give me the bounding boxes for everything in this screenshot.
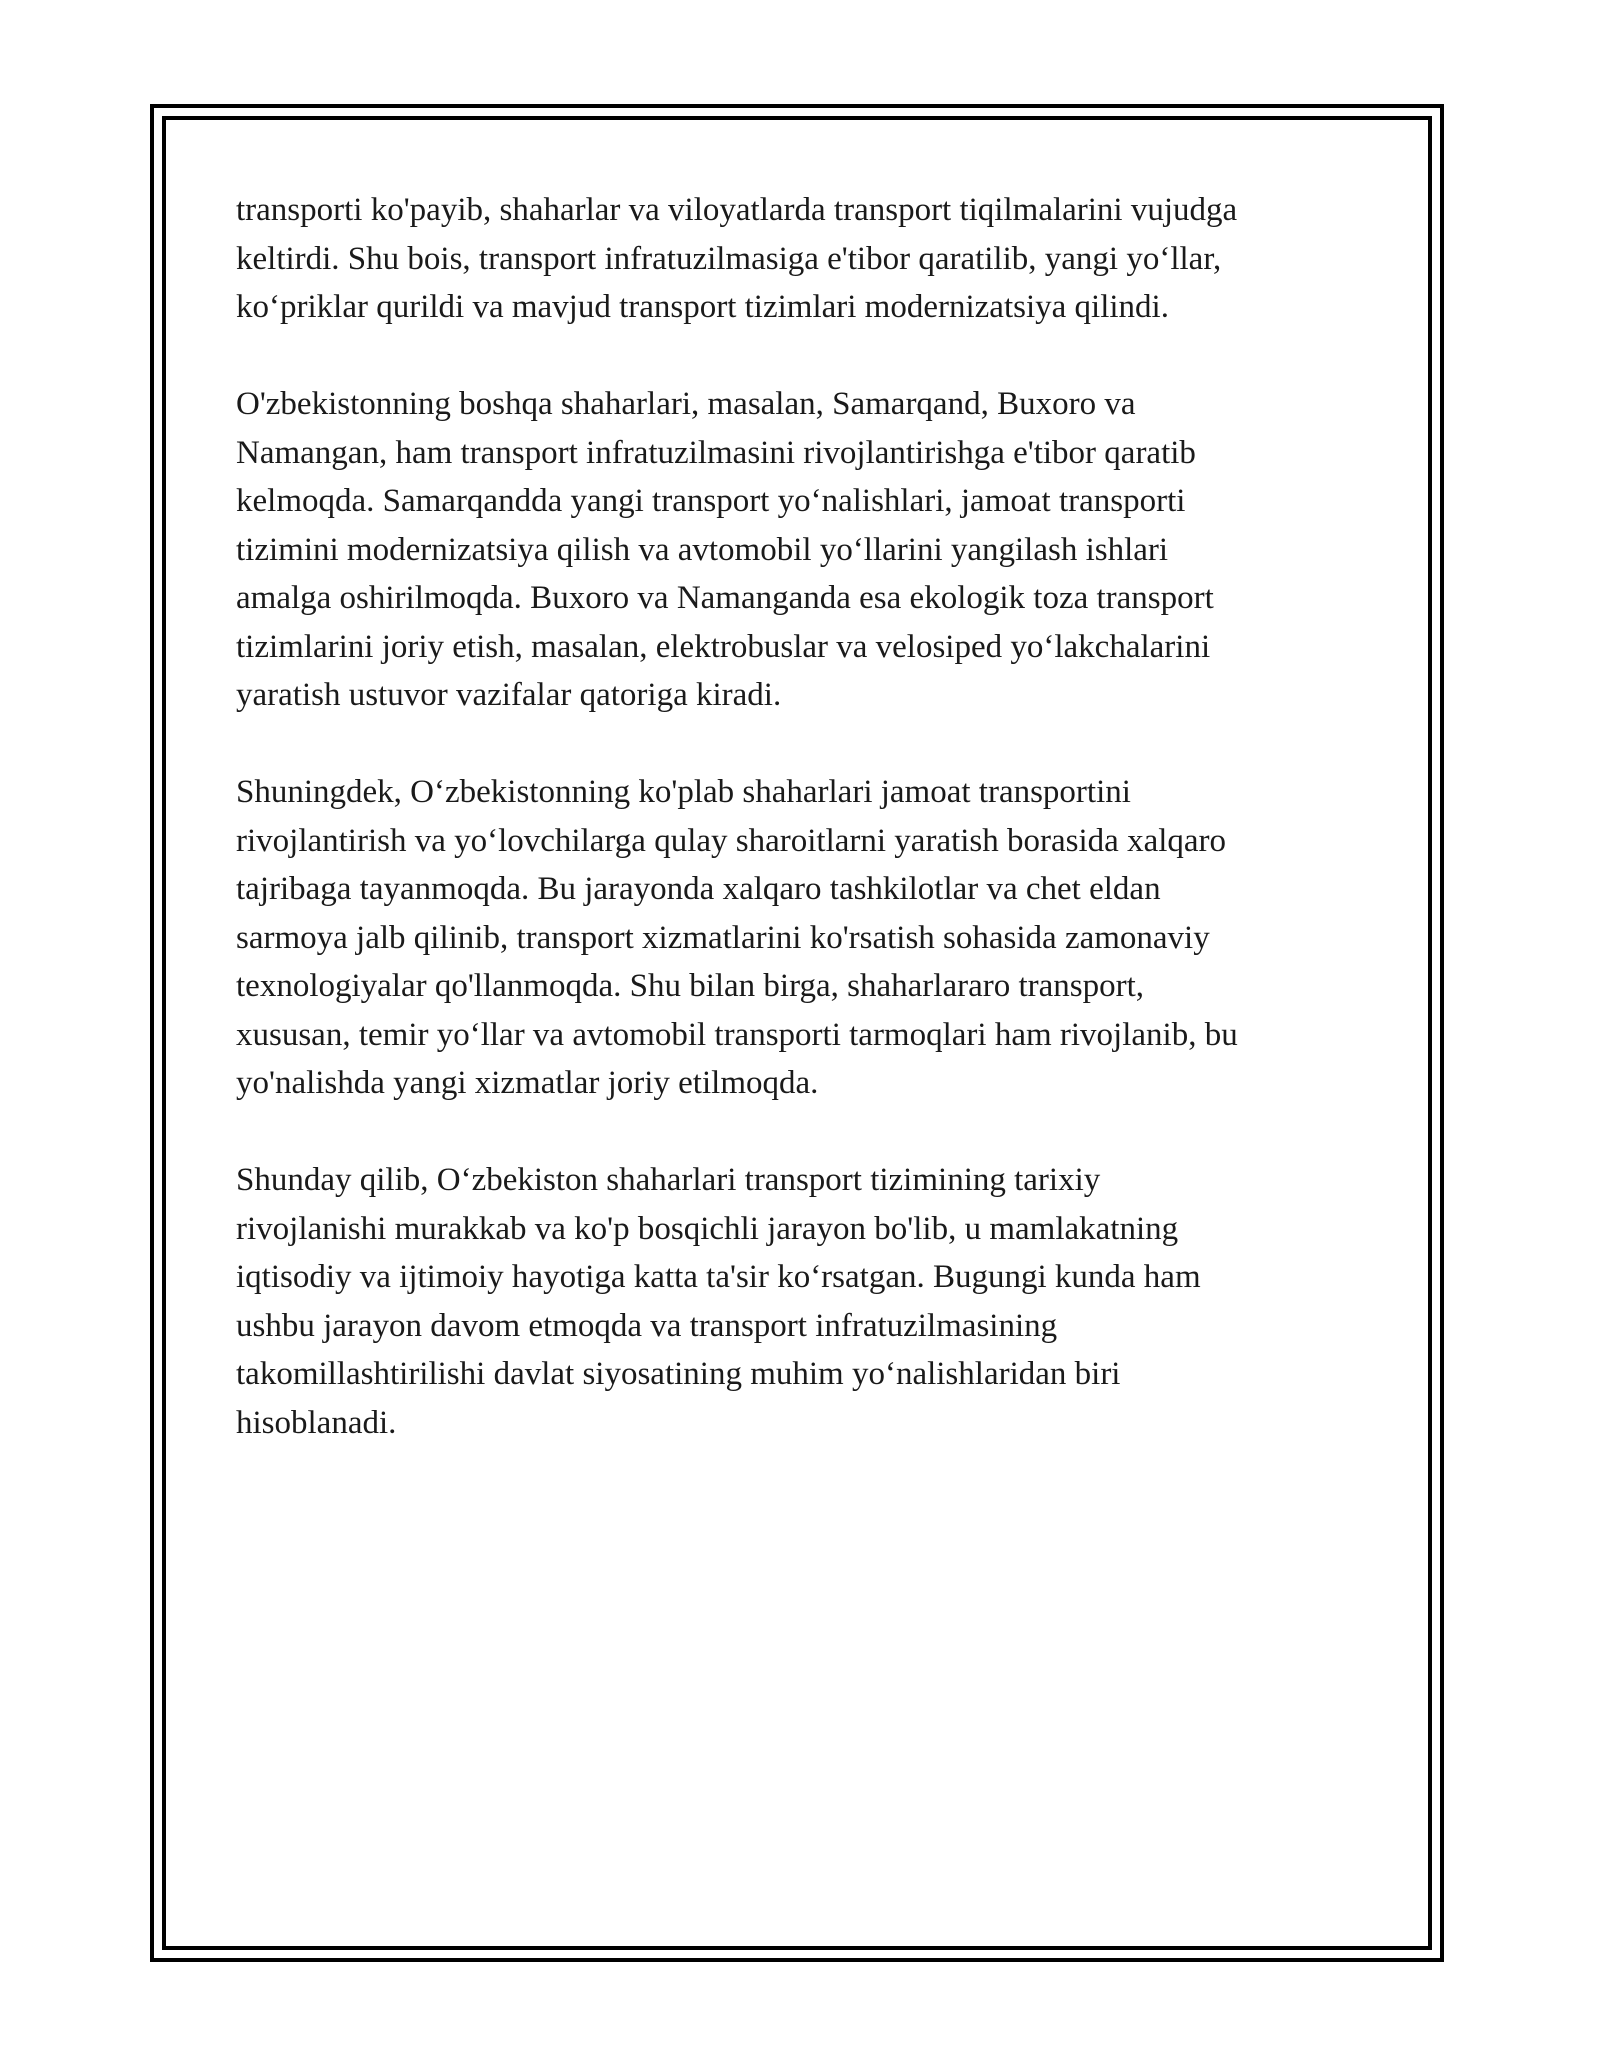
- paragraph-4: [236, 1156, 1360, 1447]
- text-line: ko‘priklar qurildi va mavjud transport tizimlari modernizatsiya qilindi.: [236, 289, 1169, 325]
- text-line: kelmoqda. Samarqandda yangi transport yo‘nalishlari, jamoat transporti: [236, 483, 1186, 519]
- text-line: rivojlanishi murakkab va ko'p bosqichli jarayon bo'lib, u mamlakatning: [236, 1210, 1179, 1247]
- text-line: ushbu jarayon davom etmoqda va transport infratuzilmasining: [236, 1307, 1058, 1344]
- text-line: transporti ko'payib, shaharlar va viloyatlarda transport tiqilmalarini vujudga: [236, 192, 1238, 228]
- paragraph-2: [236, 380, 1360, 720]
- text-line: O'zbekistonning boshqa shaharlari, masalan, Samarqand, Buxoro va: [236, 386, 1136, 422]
- text-line: Shuningdek, O‘zbekistonning ko'plab shaharlari jamoat transportini: [236, 774, 1131, 810]
- text-line: iqtisodiy va ijtimoiy hayotiga katta ta'sir ko‘rsatgan. Bugungi kunda ham: [236, 1259, 1201, 1295]
- paragraph-3: [236, 768, 1360, 1108]
- text-line: keltirdi. Shu bois, transport infratuzilmasiga e'tibor qaratilib, yangi yo‘llar,: [236, 240, 1222, 277]
- text-line: yo'nalishda yangi xizmatlar joriy etilmoqda.: [236, 1065, 819, 1101]
- text-line: xususan, temir yo‘llar va avtomobil transporti tarmoqlari ham rivojlanib, bu: [236, 1016, 1238, 1053]
- text-line: tizimlarini joriy etish, masalan, elektrobuslar va velosiped yo‘lakchalarini: [236, 628, 1211, 665]
- text-line: texnologiyalar qo'llanmoqda. Shu bilan birga, shaharlararo transport,: [236, 968, 1145, 1004]
- text-line: tizimini modernizatsiya qilish va avtomobil yo‘llarini yangilash ishlari: [236, 531, 1169, 568]
- text-line: amalga oshirilmoqda. Buxoro va Namanganda esa ekologik toza transport: [236, 580, 1214, 616]
- text-line: rivojlantirish va yo‘lovchilarga qulay sharoitlarni yaratish borasida xalqaro: [236, 822, 1227, 859]
- paragraph-1: [236, 186, 1360, 332]
- text-line: takomillashtirilishi davlat siyosatining muhim yo‘nalishlaridan biri: [236, 1356, 1121, 1392]
- text-line: Shunday qilib, O‘zbekiston shaharlari transport tizimining tarixiy: [236, 1162, 1101, 1198]
- text-line: hisoblanadi.: [236, 1404, 397, 1441]
- text-line: Namangan, ham transport infratuzilmasini rivojlantirishga e'tibor qaratib: [236, 434, 1196, 471]
- text-line: tajribaga tayanmoqda. Bu jarayonda xalqaro tashkilotlar va chet eldan: [236, 871, 1161, 907]
- document-body: [236, 186, 1360, 1496]
- text-line: yaratish ustuvor vazifalar qatoriga kiradi.: [236, 677, 782, 713]
- text-line: sarmoya jalb qilinib, transport xizmatlarini ko'rsatish sohasida zamonaviy: [236, 919, 1210, 956]
